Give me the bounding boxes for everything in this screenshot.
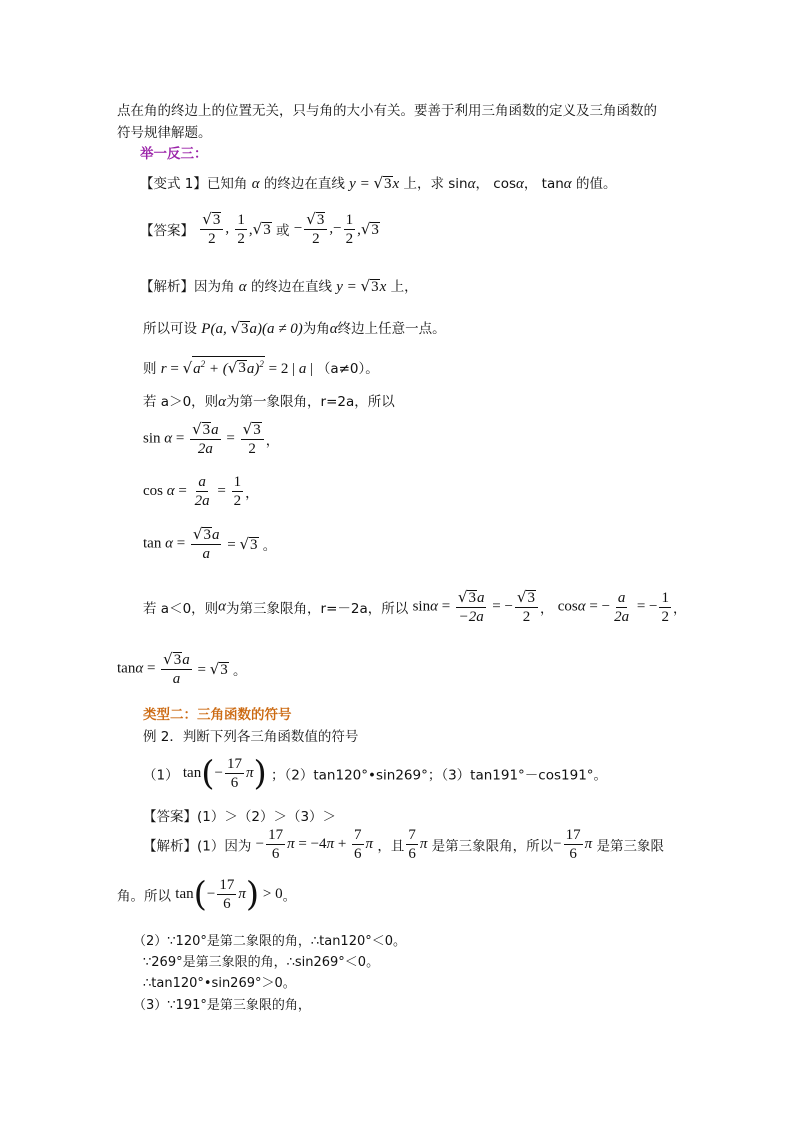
frac-neg-sqrt3-over-2: √ 3 2 bbox=[304, 210, 327, 248]
then-label: 则 bbox=[143, 361, 157, 377]
analysis-label: 【解析】 bbox=[140, 279, 194, 295]
intro-line-2: 符号规律解题。 bbox=[117, 125, 212, 141]
cos-positive-eq: cos α = $\frac{a}{2a}$ = $\frac{1}{2}$ ， bbox=[143, 474, 259, 509]
example-2-title: 例 2．判断下列各三角函数值的符号 bbox=[143, 729, 359, 745]
variant-1-answer: 【答案】 √ 3 2 , $\frac{1}{2}$ , √ 3 或 − √ 3 2 ,− $\frac{1}{2}$ , √ 3 bbox=[140, 210, 379, 247]
cos-alpha: cosα bbox=[493, 176, 524, 192]
line-equation: y = √ 3 x bbox=[349, 174, 400, 192]
item-1-label: （1） bbox=[143, 767, 179, 784]
case-neg-text2: 为第三象限角，r=－2a，所以 bbox=[226, 601, 409, 617]
case-neg-text1: 若 a＜0，则 bbox=[143, 601, 219, 617]
analysis-text3: 上， bbox=[390, 279, 418, 295]
step-2-line-3: ∴tan120°•sin269°＞0。 bbox=[143, 976, 296, 991]
variant-1-question: 【变式 1】已知角 α 的终边在直线 y = √ 3 x 上，求 sinα， cosα， tanα 的值。 bbox=[140, 174, 617, 192]
frac-1-over-2: $\frac{1}{2}$ bbox=[237, 211, 245, 247]
variant-1-text3: 的值。 bbox=[575, 176, 617, 192]
step-3-line-1: （3）∵191°是第三象限的角， bbox=[133, 998, 311, 1013]
variant-1-prefix: 【变式 1】已知角 bbox=[140, 176, 248, 192]
step-2-line-1: （2）∵120°是第二象限的角，∴tan120°＜0。 bbox=[133, 934, 407, 949]
point-P: P(a, √ 3 a)(a ≠ 0) bbox=[201, 319, 303, 337]
analysis-text1: 因为角 bbox=[194, 279, 235, 295]
example-2-analysis: 【解析】(1）因为 − $\frac{17}{6}$ π = −4π + $\frac{7}{6}$ π ，且 $\frac{7}{6}$ π 是第三象限角，所以− $\frac{17}{6}$ π 是第三象限 bbox=[143, 827, 664, 862]
section-title-practice: 举一反三： bbox=[140, 146, 208, 162]
frac-sqrt3-over-2: √ 3 2 bbox=[200, 210, 223, 248]
then-note: （a≠0）。 bbox=[316, 361, 379, 377]
answer-or: 或 bbox=[276, 223, 290, 239]
items-2-3: ；（2）tan120°•sin269°；（3）tan191°－cos191°。 bbox=[271, 767, 608, 784]
suppose-text3: 终边上任意一点。 bbox=[337, 321, 446, 337]
tan-negative-eq: tanα = √ 3 a a = √ 3 。 bbox=[117, 650, 247, 687]
example-2-items: （1） tan(− $\frac{17}{6}$ π) ；（2）tan120°•sin269°；（3）tan191°－cos191°。 bbox=[143, 753, 608, 794]
math-alpha: α bbox=[251, 176, 260, 192]
tan-alpha: tanα bbox=[541, 176, 572, 192]
case-pos-text1: 若 a＞0，则 bbox=[143, 394, 219, 410]
example-2-conclusion: 角。所以 tan(− $\frac{17}{6}$ π) > 0。 bbox=[117, 874, 297, 915]
section-title-type2: 类型二：三角函数的符号 bbox=[143, 707, 292, 723]
step-2-line-2: ∵269°是第三象限的角，∴sin269°＜0。 bbox=[143, 955, 380, 970]
ex2-analysis-text4: 是第三象限 bbox=[596, 838, 664, 855]
ex2-analysis-label: 【解析】 bbox=[143, 838, 197, 855]
ex2-analysis-text2: ，且 bbox=[377, 838, 405, 855]
conclusion-text1: 角。所以 bbox=[117, 888, 171, 905]
suppose-line: 所以可设 P(a, √ 3 a)(a ≠ 0)为角α终边上任意一点。 bbox=[143, 319, 446, 337]
radius-line: 则 r = √ $a^2$ + ( √ 3 a)$^2$ = 2 | a | （a≠0）。 bbox=[143, 356, 379, 378]
frac-neg-1-over-2: $\frac{1}{2}$ bbox=[345, 211, 354, 247]
answer-label: 【答案】 bbox=[140, 223, 194, 239]
variant-1-analysis: 【解析】因为角 α 的终边在直线 y = √ 3 x 上， bbox=[140, 277, 418, 295]
case-pos-text2: 为第一象限角，r=2a，所以 bbox=[226, 394, 395, 410]
ex2-analysis-text3: 是第三象限角，所以 bbox=[431, 838, 554, 855]
case-negative: 若 a＜0，则α为第三象限角，r=－2a，所以 sinα = √ 3 a −2a = − √ 3 2 ， cosα = − $\frac{a}{2a}$ = − $\frac{1}{2}$ ， bbox=[143, 588, 687, 625]
analysis-text2: 的终边在直线 bbox=[250, 279, 332, 295]
suppose-text2: 为角 bbox=[302, 321, 330, 337]
tan-positive-eq: tan α = √ 3 a a = √ 3 。 bbox=[143, 525, 277, 562]
sin-positive-eq: sin α = √ 3 a 2a = √ 3 2 ， bbox=[143, 420, 280, 457]
intro-line-1: 点在角的终边上的位置无关，只与角的大小有关。要善于利用三角函数的定义及三角函数的 bbox=[117, 103, 657, 119]
case-positive: 若 a＞0，则α为第一象限角，r=2a，所以 bbox=[143, 394, 395, 410]
sin-alpha: sinα bbox=[448, 176, 476, 192]
variant-1-text1: 的终边在直线 bbox=[263, 176, 345, 192]
suppose-text1: 所以可设 bbox=[143, 321, 197, 337]
variant-1-text2: 上，求 bbox=[403, 176, 444, 192]
example-2-answer: 【答案】(1）＞（2）＞（3）＞ bbox=[143, 809, 337, 825]
ex2-analysis-text1: (1）因为 bbox=[197, 838, 252, 855]
